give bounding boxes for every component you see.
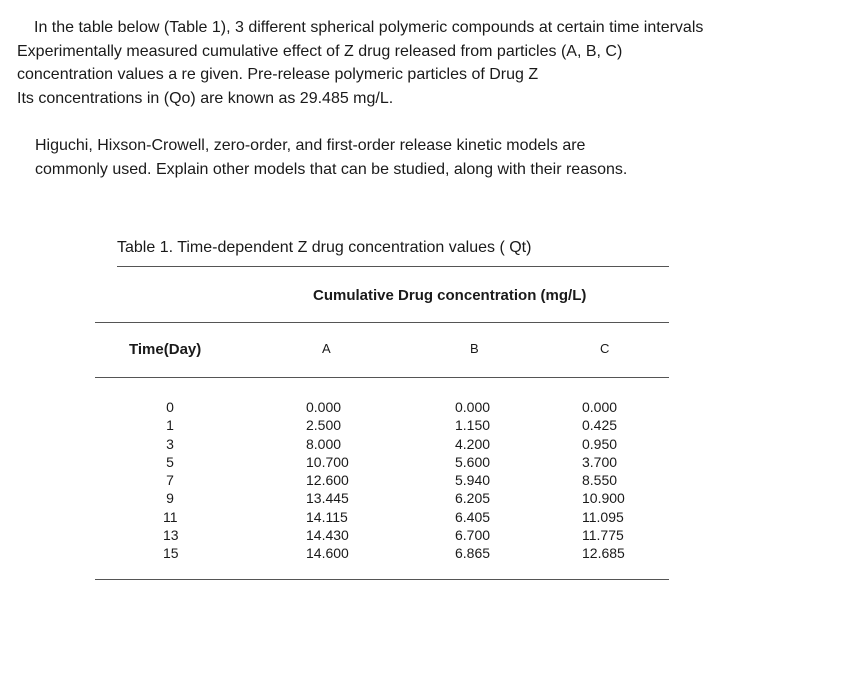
group-header: Cumulative Drug concentration (mg/L) [313, 287, 587, 304]
table-cell: 8.000 [306, 435, 342, 452]
question-line: commonly used. Explain other models that can be studied, along with their reasons. [35, 160, 628, 178]
table-cell: 7 [166, 472, 174, 489]
table-cell: 6.405 [455, 508, 491, 525]
column-header-a: A [322, 341, 331, 356]
table-cell: 5.940 [455, 472, 491, 489]
intro-line: concentration values a re given. Pre-release polymeric particles of Drug Z [17, 66, 539, 83]
table-cell: 0.000 [306, 399, 342, 415]
table-cell: 10.700 [306, 453, 349, 470]
intro-paragraph [17, 16, 703, 110]
table-cell: 0.000 [455, 399, 491, 415]
table-cell: 0.950 [582, 435, 618, 452]
table-cell: 14.115 [306, 508, 348, 525]
table-cell: 6.700 [455, 527, 491, 544]
table-cell: 4.200 [455, 435, 491, 452]
time-column [163, 398, 177, 563]
table-cell: 11.775 [582, 527, 624, 544]
table-divider [95, 579, 669, 580]
table-cell: 11.095 [582, 508, 624, 525]
table-cell: 13 [163, 527, 179, 544]
table-cell: 1.150 [455, 417, 491, 434]
table-cell: 5.600 [455, 453, 491, 470]
table-cell: 3.700 [582, 453, 618, 470]
table-cell: 6.865 [455, 545, 491, 562]
table-divider [95, 377, 669, 378]
table-cell: 1 [166, 417, 174, 434]
question-paragraph [35, 134, 627, 181]
table-cell: 14.430 [306, 527, 349, 544]
table-cell: 13.445 [306, 490, 349, 507]
table-cell: 8.550 [582, 472, 618, 489]
column-header-time: Time(Day) [129, 341, 202, 358]
table-cell: 12.685 [582, 545, 625, 562]
table-cell: 6.205 [455, 490, 491, 507]
b-column [455, 398, 490, 563]
table-caption: Table 1. Time-dependent Z drug concentration values ( Qt) [117, 239, 532, 256]
table-divider [117, 266, 669, 267]
table-cell: 11 [163, 508, 178, 525]
table-cell: 9 [166, 490, 174, 507]
c-column [582, 398, 625, 563]
table-divider [95, 322, 669, 323]
table-cell: 2.500 [306, 417, 342, 434]
table-cell: 0 [166, 399, 174, 415]
question-line: Higuchi, Hixson-Crowell, zero-order, and first-order release kinetic models are [35, 137, 586, 154]
intro-line: Experimentally measured cumulative effect of Z drug released from particles (A, B, C) [17, 42, 623, 60]
table-cell: 14.600 [306, 545, 349, 562]
a-column [306, 398, 349, 563]
table-cell: 15 [163, 545, 179, 562]
table-cell: 0.000 [582, 399, 618, 415]
column-header-b: B [470, 341, 479, 356]
column-header-c: C [600, 341, 610, 356]
intro-line: In the table below (Table 1), 3 different spherical polymeric compounds at certain time intervals [34, 19, 704, 36]
table-cell: 0.425 [582, 417, 618, 434]
intro-line: Its concentrations in (Qo) are known as 29.485 mg/L. [17, 89, 394, 107]
table-cell: 10.900 [582, 490, 625, 507]
table-cell: 3 [166, 435, 174, 452]
table-cell: 12.600 [306, 472, 349, 489]
table-cell: 5 [166, 453, 174, 470]
